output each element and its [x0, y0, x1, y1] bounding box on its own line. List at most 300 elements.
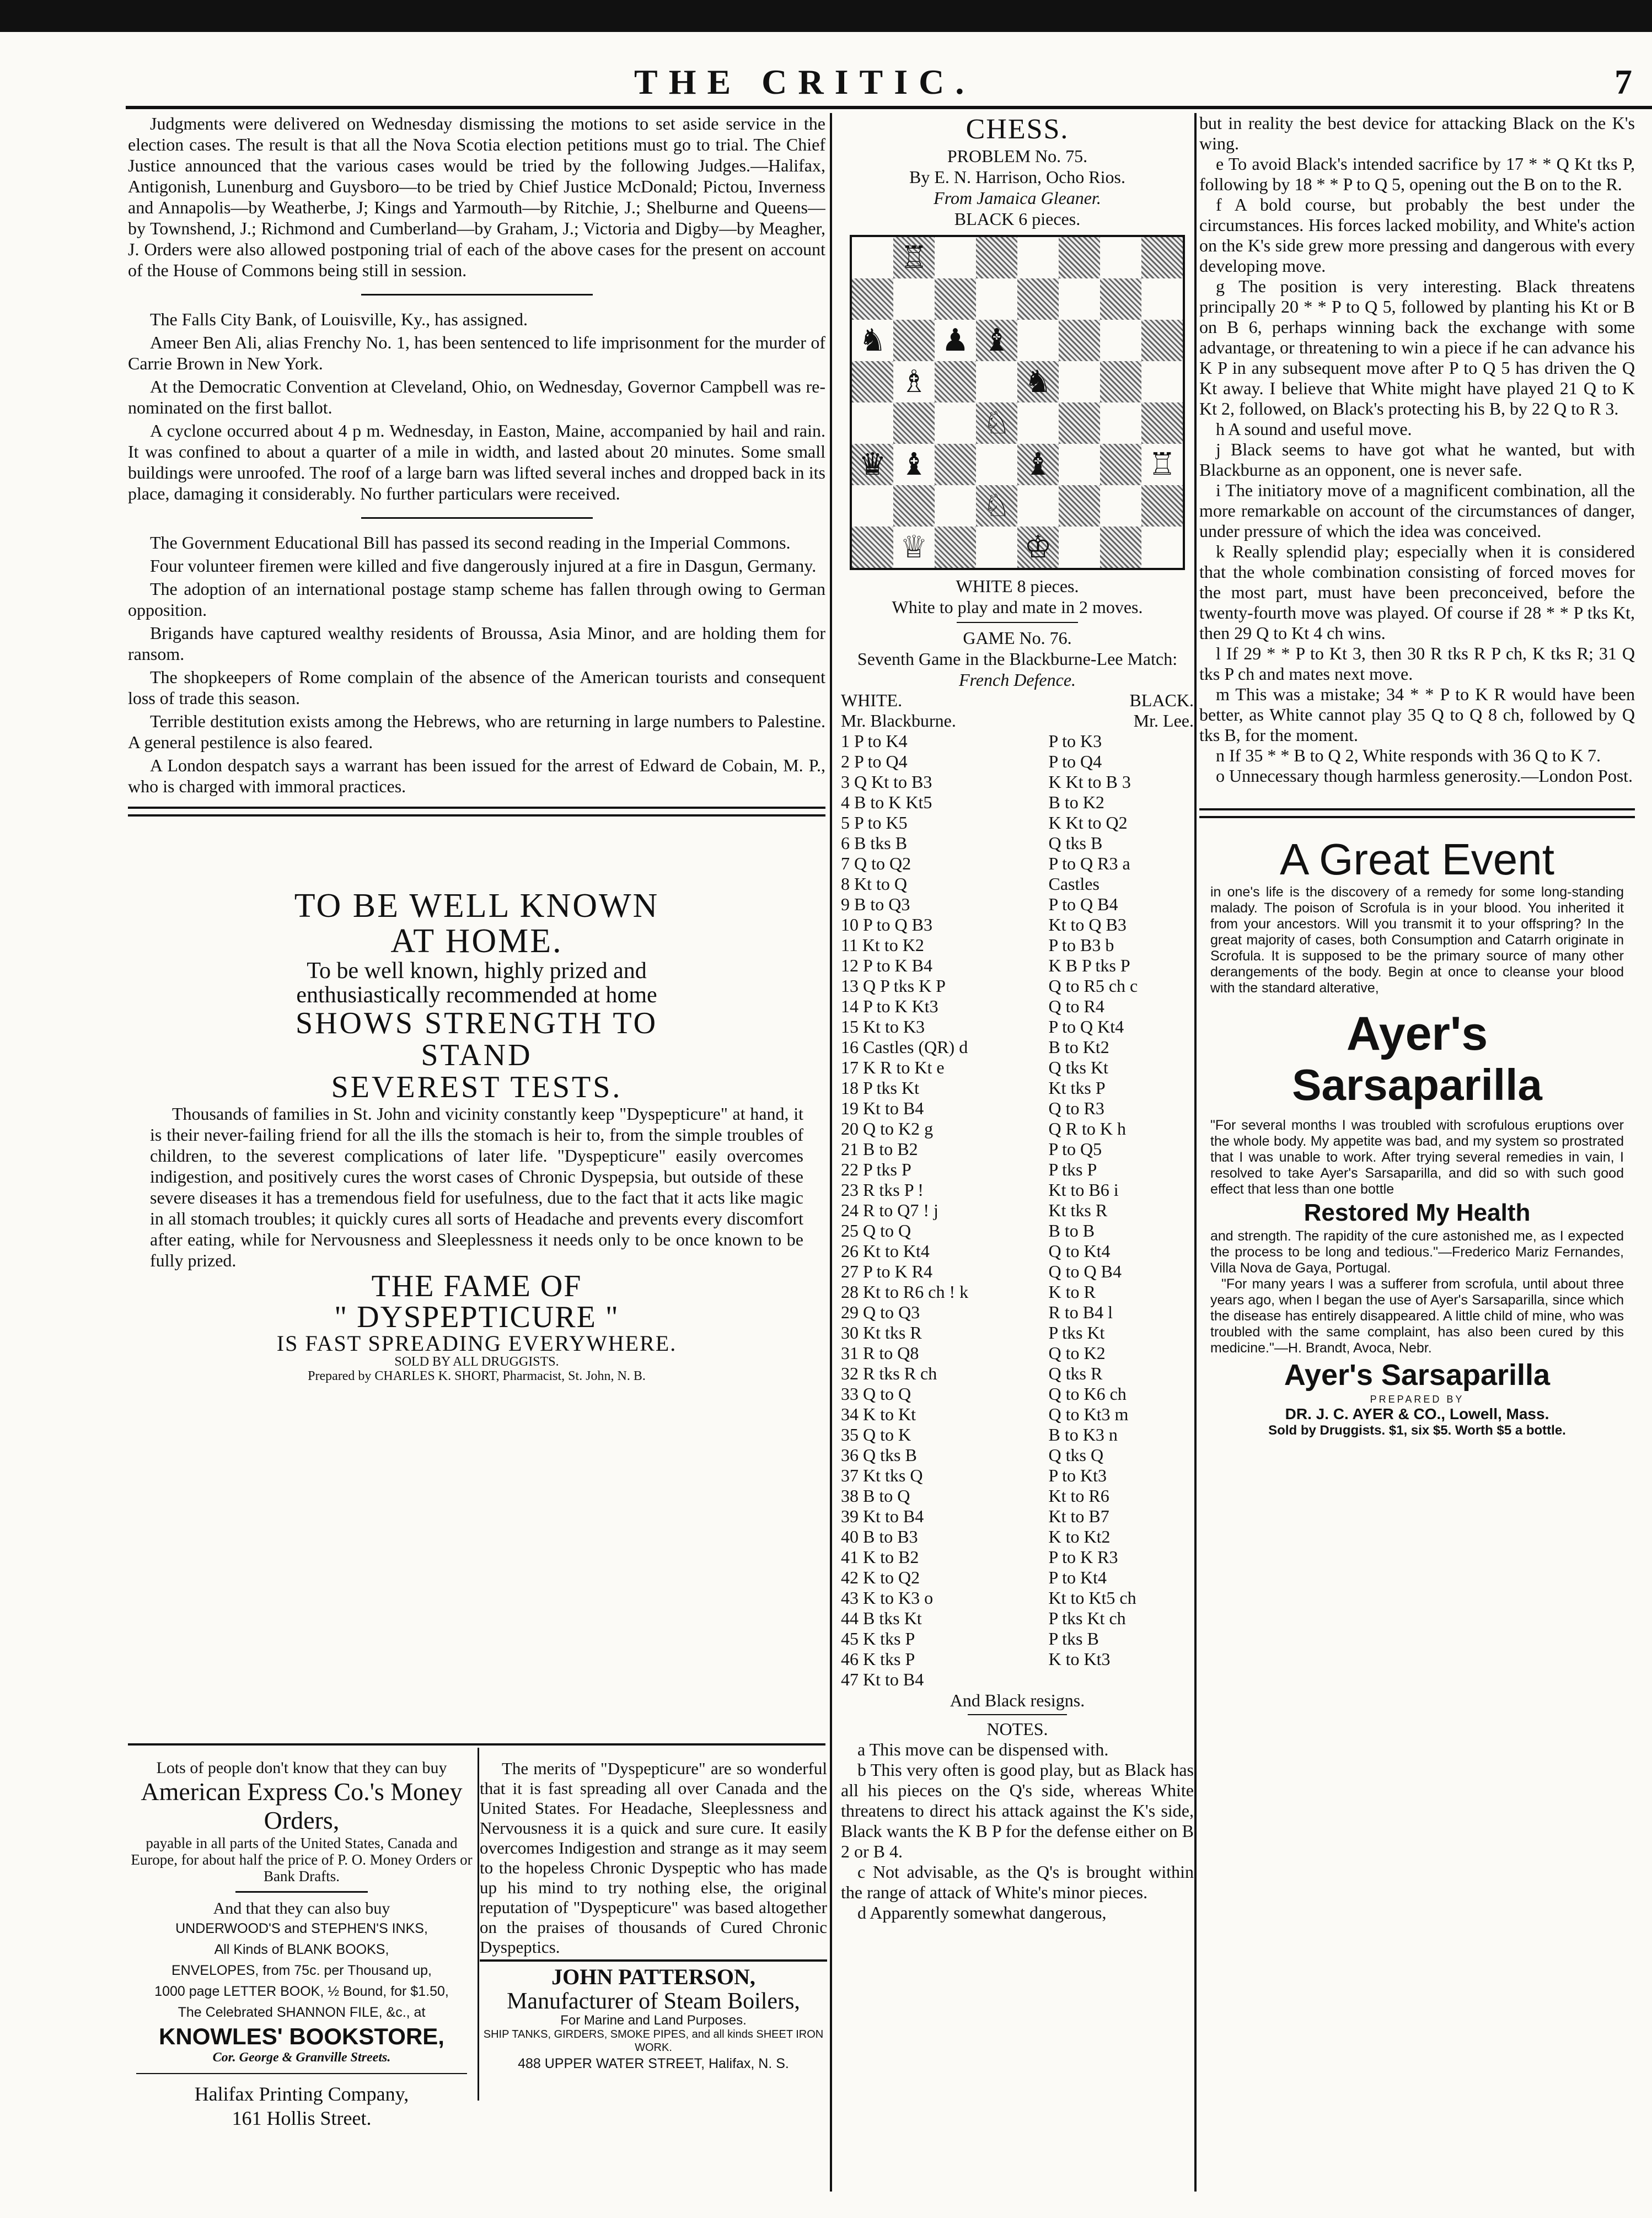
white-move: 8 Kt to Q — [841, 874, 907, 894]
black-move: Kt tks P — [1048, 1078, 1106, 1098]
ad-rule — [128, 1743, 825, 1746]
move-row — [841, 1629, 1194, 1649]
ad-body: The merits of "Dyspepticure" are so wonderful that it is fast spreading all over Canada and the United States. For Headache, Sleeplessness and Nervousness it is a quick and sure cure. It easily overcomes Indigestion and strange as it may seem to the hopeless Chronic Dyspeptic who has made up his mind to try nothing else, the original reputation of "Dyspepticure" was based altogether on the praises of thousands of Cured Chronic Dyspeptics. — [480, 1759, 827, 1957]
black-move: R to B4 l — [1048, 1302, 1113, 1322]
move-row — [841, 1384, 1194, 1404]
move-row — [841, 1588, 1194, 1608]
chess-piece: ♘ — [983, 488, 1011, 524]
white-move: 44 B tks Kt — [841, 1608, 922, 1628]
move-row — [841, 751, 1194, 772]
column-divider-1 — [830, 113, 832, 2192]
move-row — [841, 1159, 1194, 1180]
note: l If 29 * * P to Kt 3, then 30 R tks R P ch, K tks R; 31 Q tks P ch and mates next move. — [1199, 643, 1635, 684]
board-square — [935, 527, 976, 568]
black-count: BLACK 6 pieces. — [954, 209, 1081, 229]
white-move: 38 B to Q — [841, 1486, 910, 1506]
black-move: Q to R4 — [1048, 996, 1104, 1016]
black-move: Kt tks R — [1048, 1200, 1108, 1220]
chess-piece: ♝ — [1024, 447, 1052, 482]
ad-subhead: To be well known, highly prized and — [307, 958, 647, 984]
game-desc: Seventh Game in the Blackburne-Lee Match: — [857, 649, 1178, 669]
white-move: 23 R tks P ! — [841, 1180, 924, 1200]
board-square — [976, 278, 1017, 320]
move-row — [841, 1200, 1194, 1221]
ad-brand: Sarsaparilla — [1292, 1060, 1542, 1109]
move-row — [841, 1567, 1194, 1588]
news-item: A London despatch says a warrant has been issued for the arrest of Edward de Cobain, M. P., who is charged with immoral practices. — [128, 755, 825, 796]
ad-line: KNOWLES' BOOKSTORE, — [159, 2023, 444, 2049]
move-row — [841, 813, 1194, 833]
white-move: 17 K R to Kt e — [841, 1057, 945, 1077]
move-row — [841, 1465, 1194, 1486]
move-row — [841, 772, 1194, 792]
white-move: 47 Kt to B4 — [841, 1669, 924, 1689]
black-move: K Kt to Q2 — [1048, 813, 1128, 833]
divider — [235, 1891, 368, 1893]
white-move: 4 B to K Kt5 — [841, 792, 932, 812]
black-move: P to K R3 — [1048, 1547, 1118, 1567]
divider — [968, 1714, 1067, 1715]
move-row — [841, 833, 1194, 853]
move-row — [841, 1057, 1194, 1078]
board-square — [976, 444, 1017, 485]
move-row — [841, 1037, 1194, 1057]
black-move: K to R — [1048, 1282, 1096, 1302]
board-square — [1100, 320, 1141, 361]
white-move: 43 K to K3 o — [841, 1588, 934, 1608]
board-square — [935, 444, 976, 485]
news-item: The shopkeepers of Rome complain of the absence of the American tourists and consequent loss of trade this season. — [128, 667, 825, 708]
move-row — [841, 1547, 1194, 1567]
divider — [480, 1959, 827, 1962]
merits-ad — [480, 1759, 827, 2073]
white-move: 1 P to K4 — [841, 731, 908, 751]
ad-body: in one's life is the discovery of a remedy for some long-standing malady. The poison of Scrofula is in your blood. You inherited it from your ancestors. Will you transmit it to your offspring? In the great majority of cases, both Consumption and Catarrh originate in Scrofula. It is supposed to be the primary source of many other derangements of the body. Begin at once to cleanse your blood with the standard alterative, — [1210, 884, 1624, 996]
black-move: Q to R3 — [1048, 1098, 1104, 1118]
white-move: 15 Kt to K3 — [841, 1017, 925, 1037]
white-move: 5 P to K5 — [841, 813, 908, 833]
board-square — [852, 237, 893, 278]
white-move: 35 Q to K — [841, 1425, 911, 1444]
board-square — [1017, 237, 1059, 278]
black-move: P to Q Kt4 — [1048, 1017, 1124, 1037]
white-move: 10 P to Q B3 — [841, 915, 932, 935]
ad-line: 488 UPPER WATER STREET, Halifax, N. S. — [518, 2056, 789, 2071]
white-move: 29 Q to Q3 — [841, 1302, 920, 1322]
chess-piece: ♞ — [859, 323, 887, 358]
board-square — [1059, 320, 1100, 361]
move-row — [841, 1343, 1194, 1363]
top-border — [0, 0, 1652, 32]
board-square — [852, 527, 893, 568]
move-row — [841, 1119, 1194, 1139]
black-header: BLACK. — [1129, 690, 1194, 710]
note: h A sound and useful move. — [1216, 419, 1412, 439]
note: c Not advisable, as the Q's is brought within the range of attack of White's minor pieces. — [841, 1862, 1194, 1902]
note: m This was a mistake; 34 * * P to K R would have been better, as White cannot play 35 Q to Q 8 ch, followed by Q tks B, for the moment. — [1199, 684, 1635, 745]
black-player: Mr. Lee. — [1133, 711, 1194, 731]
moves-table — [841, 690, 1194, 1690]
ad-spread: IS FAST SPREADING EVERYWHERE. — [276, 1331, 677, 1356]
ad-line: SHIP TANKS, GIRDERS, SMOKE PIPES, and all kinds SHEET IRON WORK. — [483, 2028, 824, 2054]
black-move: P to Q5 — [1048, 1139, 1102, 1159]
page-header — [127, 62, 1652, 100]
board-square — [1100, 485, 1141, 527]
white-move: 3 Q Kt to B3 — [841, 772, 932, 792]
board-square — [1100, 402, 1141, 444]
news-item: The adoption of an international postage stamp scheme has fallen through owing to German opposition. — [128, 579, 825, 620]
white-move: 20 Q to K2 g — [841, 1119, 934, 1138]
note: g The position is very interesting. Black threatens principally 20 * * P to Q 5, followed by planting his Kt or B on B 6, perhaps winning back the exchange with some advantage, or threatening to win a piece if he can advance his K P in any subsequent move after P to Q 5 has driven the Q Kt away. I believe that White might have played 21 Q to K Kt 2, followed, on Black's protecting his B, by 22 Q to R 3. — [1199, 276, 1635, 418]
ad-bigline: SEVEREST TESTS. — [331, 1070, 623, 1104]
black-move: P tks P — [1048, 1159, 1097, 1179]
black-move: B to Kt2 — [1048, 1037, 1109, 1057]
ad-body: and strength. The rapidity of the cure astonished me, as I expected the process to be long and tedious."—Frederico Mariz Fernandes, Villa Nova de Gaya, Portugal. — [1210, 1228, 1624, 1276]
white-move: 41 K to B2 — [841, 1547, 919, 1567]
move-row — [841, 1669, 1194, 1690]
ad-body: Thousands of families in St. John and vicinity constantly keep "Dyspepticure" at hand, it is their never-failing friend for all the ills the stomach is heir to, from the simple troubles of children, to the severest complications of later life. "Dyspepticure" easily overcomes indigestion, and positively cures the worst cases of Chronic Dyspepsia, but outside of these severe diseases it has a tremendous field for usefulness, due to the fact that it acts like magic in all stomach troubles; it quickly cures all sorts of Headache and prevents every discomfort after eating, while for Nervousness and Sleeplessness it needs only to be once known to be fully prized. — [150, 1104, 803, 1270]
board-square — [893, 485, 935, 527]
ad-line: PREPARED BY — [1370, 1394, 1465, 1405]
board-square — [1059, 527, 1100, 568]
ad-brand: Ayer's — [1346, 1007, 1488, 1060]
note: i The initiatory move of a magnificent combination, all the more remarkable on account of the circumstances of danger, under pressure of which the idea was conceived. — [1199, 480, 1635, 541]
black-move: Q to K6 ch — [1048, 1384, 1127, 1404]
white-move: 28 Kt to R6 ch ! k — [841, 1282, 969, 1302]
note: o Unnecessary though harmless generosity.—London Post. — [1216, 766, 1633, 786]
board-square — [893, 402, 935, 444]
news-column — [128, 113, 825, 1756]
move-row — [841, 976, 1194, 996]
white-move: 39 Kt to B4 — [841, 1506, 924, 1526]
chess-board — [850, 235, 1185, 570]
note: a This move can be dispensed with. — [857, 1739, 1109, 1759]
board-square — [976, 527, 1017, 568]
white-move: 32 R tks R ch — [841, 1363, 937, 1383]
move-row — [841, 1098, 1194, 1119]
black-move: K Kt to B 3 — [1048, 772, 1131, 792]
chess-piece: ♘ — [983, 405, 1011, 441]
ad-line: Sold by Druggists. $1, six $5. Worth $5 a bottle. — [1268, 1423, 1566, 1438]
ad-bigline: SHOWS STRENGTH TO — [295, 1006, 658, 1040]
news-item: Four volunteer firemen were killed and five dangerously injured at a fire in Dasgun, Germany. — [150, 556, 817, 576]
note: j Black seems to have got what he wanted, but with Blackburne as an opponent, one is never safe. — [1199, 439, 1635, 480]
board-square — [893, 320, 935, 361]
board-square — [1100, 278, 1141, 320]
white-move: 45 K tks P — [841, 1629, 915, 1648]
divider — [361, 517, 593, 519]
ad-fame: THE FAME OF — [371, 1269, 582, 1303]
white-count: WHITE 8 pieces. — [956, 576, 1079, 596]
black-move: Kt to Kt5 ch — [1048, 1588, 1136, 1608]
move-row — [841, 1302, 1194, 1323]
black-move: P tks B — [1048, 1629, 1099, 1648]
move-row — [841, 1017, 1194, 1037]
move-row — [841, 1527, 1194, 1547]
white-player: Mr. Blackburne. — [841, 711, 956, 731]
white-move: 46 K tks P — [841, 1649, 915, 1669]
problem-task: White to play and mate in 2 moves. — [892, 597, 1143, 617]
news-item: Brigands have captured wealthy residents of Broussa, Asia Minor, and are holding them for ransom. — [128, 623, 825, 664]
board-square — [1141, 278, 1183, 320]
news-item: The Falls City Bank, of Louisville, Ky., has assigned. — [150, 309, 528, 329]
black-move: Q to R5 ch c — [1048, 976, 1138, 996]
ad-headline: AT HOME. — [390, 922, 563, 960]
double-rule — [128, 807, 825, 817]
resigns: And Black resigns. — [950, 1690, 1085, 1710]
note: e To avoid Black's intended sacrifice by 17 * * Q Kt tks P, following by 18 * * P to Q 5, opening out the B on to the R. — [1199, 154, 1635, 194]
white-move: 27 P to K R4 — [841, 1261, 932, 1281]
black-move: B to K2 — [1048, 792, 1104, 812]
move-row — [841, 1139, 1194, 1159]
black-move: P to Kt3 — [1048, 1465, 1107, 1485]
note: d Apparently somewhat dangerous, — [857, 1903, 1107, 1922]
dyspepticure-ad — [128, 888, 825, 1383]
ad-line: For Marine and Land Purposes. — [560, 2013, 747, 2028]
chess-piece: ♛ — [859, 447, 887, 482]
move-row — [841, 955, 1194, 976]
white-move: 11 Kt to K2 — [841, 935, 924, 955]
chess-piece: ♝ — [900, 447, 928, 482]
ad-line: payable in all parts of the United States, Canada and Europe, for about half the price of P. O. Money Orders or Bank Drafts. — [131, 1835, 473, 1884]
ad-line: 1000 page LETTER BOOK, ½ Bound, for $1.50, — [154, 1984, 449, 1999]
board-square — [852, 485, 893, 527]
board-square — [893, 278, 935, 320]
news-item: Judgments were delivered on Wednesday dismissing the motions to set aside service in the election cases. The result is that all the Nova Scotia election petitions must go to trial. The Chief Justice announced that the various cases would be tried by the following Judges.—Halifax, Antigonish, Lunenburg and Guysboro—to be tried by Chief Justice McDonald; Pictou, Inverness and Annapolis—by Weatherbe, J; Kings and Yarmouth—by Ritchie, J.; Shelburne and Queens—by Townshend, J.; Richmond and Cumberland—by Graham, J.; Victoria and Digby—by Meagher, J. Orders were also allowed postponing trial of each of the above cases for the present on account of the House of Commons being still in session. — [128, 114, 825, 280]
white-move: 16 Castles (QR) d — [841, 1037, 968, 1057]
chess-piece: ♕ — [900, 529, 928, 565]
white-move: 14 P to K Kt3 — [841, 996, 938, 1016]
move-row — [841, 1282, 1194, 1302]
note: n If 35 * * B to Q 2, White responds with 36 Q to K 7. — [1216, 745, 1601, 765]
white-move: 2 P to Q4 — [841, 751, 908, 771]
black-move: P to Q4 — [1048, 751, 1102, 771]
double-rule — [1199, 808, 1635, 818]
ayer-ad — [1199, 835, 1635, 1438]
move-row — [841, 1445, 1194, 1465]
ad-bigline: STAND — [421, 1038, 533, 1072]
white-move: 37 Kt tks Q — [841, 1465, 923, 1485]
board-square — [1059, 278, 1100, 320]
ad-line: Lots of people don't know that they can buy — [156, 1759, 447, 1777]
board-square — [1141, 402, 1183, 444]
news-item: Terrible destitution exists among the Hebrews, who are returning in large numbers to Palestine. A general pestilence is also feared. — [128, 711, 825, 752]
board-square — [1100, 444, 1141, 485]
black-move: Q to Kt3 m — [1048, 1404, 1129, 1424]
black-move: B to K3 n — [1048, 1425, 1118, 1444]
board-square — [935, 485, 976, 527]
board-square — [935, 278, 976, 320]
black-move: Castles — [1048, 874, 1099, 894]
board-square — [1059, 444, 1100, 485]
white-move: 19 Kt to B4 — [841, 1098, 924, 1118]
white-move: 18 P tks Kt — [841, 1078, 919, 1098]
problem-author: By E. N. Harrison, Ocho Rios. — [909, 167, 1125, 187]
white-move: 42 K to Q2 — [841, 1567, 920, 1587]
board-square — [1017, 278, 1059, 320]
ad-body: "For several months I was troubled with scrofulous eruptions over the whole body. My appetite was bad, and my system so prostrated that I was unable to work. After trying several remedies in vain, I resolved to take Ayer's Sarsaparilla, and did so with such good effect that less than one bottle — [1210, 1118, 1624, 1197]
divider — [136, 2073, 467, 2074]
white-move: 26 Kt to Kt4 — [841, 1241, 930, 1261]
move-row — [841, 996, 1194, 1017]
column-divider-2 — [1194, 113, 1197, 2192]
board-square — [1059, 237, 1100, 278]
black-move: K to Kt3 — [1048, 1649, 1111, 1669]
black-move: Q tks R — [1048, 1363, 1103, 1383]
move-row — [841, 1078, 1194, 1098]
black-move: Q tks Kt — [1048, 1057, 1108, 1077]
move-row — [841, 1363, 1194, 1384]
board-square — [935, 402, 976, 444]
board-square — [1141, 361, 1183, 402]
note: but in reality the best device for attacking Black on the K's wing. — [1199, 113, 1635, 153]
move-row — [841, 915, 1194, 935]
move-row — [841, 792, 1194, 813]
ad-fame: " DYSPEPTICURE " — [334, 1300, 619, 1334]
ad-line: JOHN PATTERSON, — [551, 1964, 755, 1989]
chess-piece: ♖ — [900, 240, 928, 276]
board-square — [852, 402, 893, 444]
move-row — [841, 1261, 1194, 1282]
white-move: 36 Q tks B — [841, 1445, 917, 1465]
chess-piece: ♖ — [1148, 447, 1176, 482]
white-header: WHITE. — [841, 690, 903, 710]
news-item: Ameer Ben Ali, alias Frenchy No. 1, has been sentenced to life imprisonment for the murder of Carrie Brown in New York. — [128, 332, 825, 373]
black-move: Kt to B7 — [1048, 1506, 1109, 1526]
board-square — [1059, 402, 1100, 444]
white-move: 9 B to Q3 — [841, 894, 910, 914]
note: f A bold course, but probably the best under the circumstances. His forces lacked mobility, and White's action on the K's side grew more pressing and dangerous with every developing move. — [1199, 195, 1635, 276]
white-move: 22 P tks P — [841, 1159, 911, 1179]
move-row — [841, 1425, 1194, 1445]
board-square — [1141, 485, 1183, 527]
black-move: Kt to Q B3 — [1048, 915, 1127, 935]
black-move — [1048, 1669, 1194, 1690]
black-move: K to Kt2 — [1048, 1527, 1111, 1546]
move-row — [841, 1221, 1194, 1241]
move-row — [841, 1180, 1194, 1200]
chess-piece: ♗ — [900, 364, 928, 400]
news-item: At the Democratic Convention at Cleveland, Ohio, on Wednesday, Governor Campbell was re-nominated on the first ballot. — [128, 377, 825, 417]
white-move: 30 Kt tks R — [841, 1323, 922, 1342]
note: b This very often is good play, but as Black has all his pieces on the Q's side, whereas White threatens to direct his attack against the K's side, Black wants the K B P for the defense either on B 2 or B 4. — [841, 1760, 1194, 1861]
move-row — [841, 935, 1194, 955]
ad-line: Cor. George & Granville Streets. — [212, 2050, 391, 2065]
move-row — [841, 874, 1194, 894]
divider — [957, 622, 1078, 623]
white-move: 12 P to K B4 — [841, 955, 932, 975]
move-row — [841, 1608, 1194, 1629]
black-move: P to Q R3 a — [1048, 853, 1130, 873]
ad-line: The Celebrated SHANNON FILE, &c., at — [178, 2005, 426, 2020]
board-square — [1017, 485, 1059, 527]
move-row — [841, 894, 1194, 915]
move-row — [841, 853, 1194, 874]
chess-piece: ♟ — [941, 323, 969, 358]
board-square — [1141, 320, 1183, 361]
black-move: Q tks B — [1048, 833, 1103, 853]
board-square — [976, 237, 1017, 278]
ad-divider — [478, 1748, 479, 2101]
white-move: 13 Q P tks K P — [841, 976, 946, 996]
game-number: GAME No. 76. — [963, 628, 1072, 648]
chess-piece: ♔ — [1024, 529, 1052, 565]
problem-number: PROBLEM No. 75. — [947, 146, 1088, 166]
board-square — [852, 361, 893, 402]
ad-prepared: Prepared by CHARLES K. SHORT, Pharmacist, St. John, N. B. — [308, 1369, 646, 1383]
board-square — [1141, 527, 1183, 568]
ad-line: Manufacturer of Steam Boilers, — [507, 1989, 800, 2014]
note: k Really splendid play; especially when it is considered that the whole combination consisting of forced moves for the most part, must have been preconceived, before the twenty-fourth move was played. Of course if 28 * * P tks Kt, then 29 Q to Kt 4 ch wins. — [1199, 541, 1635, 643]
black-move: P tks Kt — [1048, 1323, 1105, 1342]
divider — [361, 294, 593, 296]
board-square — [852, 278, 893, 320]
ad-brand: Ayer's Sarsaparilla — [1284, 1358, 1551, 1392]
notes-ad-column — [1199, 113, 1635, 2203]
ad-headline: TO BE WELL KNOWN — [294, 887, 659, 925]
black-move: P tks Kt ch — [1048, 1608, 1126, 1628]
ad-line: All Kinds of BLANK BOOKS, — [214, 1942, 389, 1957]
board-square — [976, 361, 1017, 402]
express-ad — [128, 1759, 475, 2130]
move-row — [841, 1486, 1194, 1506]
notes-title: NOTES. — [986, 1719, 1048, 1739]
ad-subhead: enthusiastically recommended at home — [296, 982, 657, 1008]
black-move: B to B — [1048, 1221, 1095, 1240]
notes — [841, 1739, 1194, 1923]
page-number: 7 — [1615, 62, 1632, 101]
white-move: 31 R to Q8 — [841, 1343, 919, 1363]
black-move: P to B3 b — [1048, 935, 1114, 955]
news-item: A cyclone occurred about 4 p m. Wednesday, in Easton, Maine, accompanied by hail and rain. It was confined to about a quarter of a mile in width, and lasted about 20 minutes. Some small buildings were unroofed. The roof of a large barn was lifted several inches and dropped back in its place, damaging it considerably. No further particulars were received. — [128, 421, 825, 503]
board-square — [1059, 361, 1100, 402]
board-square — [1100, 527, 1141, 568]
ad-line: UNDERWOOD'S and STEPHEN'S INKS, — [175, 1921, 428, 1936]
chess-piece: ♞ — [1024, 364, 1052, 400]
ad-sold: SOLD BY ALL DRUGGISTS. — [394, 1355, 559, 1369]
white-move: 40 B to B3 — [841, 1527, 918, 1546]
white-move: 25 Q to Q — [841, 1221, 911, 1240]
chess-title: CHESS. — [966, 114, 1069, 145]
opening: French Defence. — [958, 670, 1076, 690]
board-square — [1100, 237, 1141, 278]
black-move: K B P tks P — [1048, 955, 1130, 975]
black-move: Q to Q B4 — [1048, 1261, 1122, 1281]
board-square — [935, 361, 976, 402]
black-move: P to Q B4 — [1048, 894, 1118, 914]
move-row — [841, 1649, 1194, 1669]
ad-line: Halifax Printing Company, — [194, 2083, 409, 2105]
ad-headline: A Great Event — [1279, 835, 1555, 884]
black-move: P to Kt4 — [1048, 1567, 1107, 1587]
move-row — [841, 1404, 1194, 1425]
move-row — [841, 1506, 1194, 1527]
board-square — [1100, 361, 1141, 402]
ad-body: "For many years I was a sufferer from scrofula, until about three years ago, when I began the use of Ayer's Sarsaparilla, since which the disease has entirely disappeared. A little child of mine, who was troubled with the same complaint, has also been cured by this medicine."—H. Brandt, Avoca, Nebr. — [1210, 1276, 1624, 1356]
black-move: Q tks Q — [1048, 1445, 1104, 1465]
ad-line: DR. J. C. AYER & CO., Lowell, Mass. — [1285, 1405, 1549, 1422]
ad-headline: Restored My Health — [1304, 1199, 1531, 1226]
white-move: 7 Q to Q2 — [841, 853, 911, 873]
black-move: Q R to K h — [1048, 1119, 1126, 1138]
board-square — [1017, 402, 1059, 444]
chess-column — [841, 113, 1194, 2203]
white-move: 33 Q to Q — [841, 1384, 911, 1404]
ad-line: ENVELOPES, from 75c. per Thousand up, — [171, 1963, 432, 1978]
chess-piece: ♝ — [983, 323, 1011, 358]
notes-continued — [1199, 113, 1635, 786]
masthead-title: THE CRITIC. — [634, 62, 975, 101]
